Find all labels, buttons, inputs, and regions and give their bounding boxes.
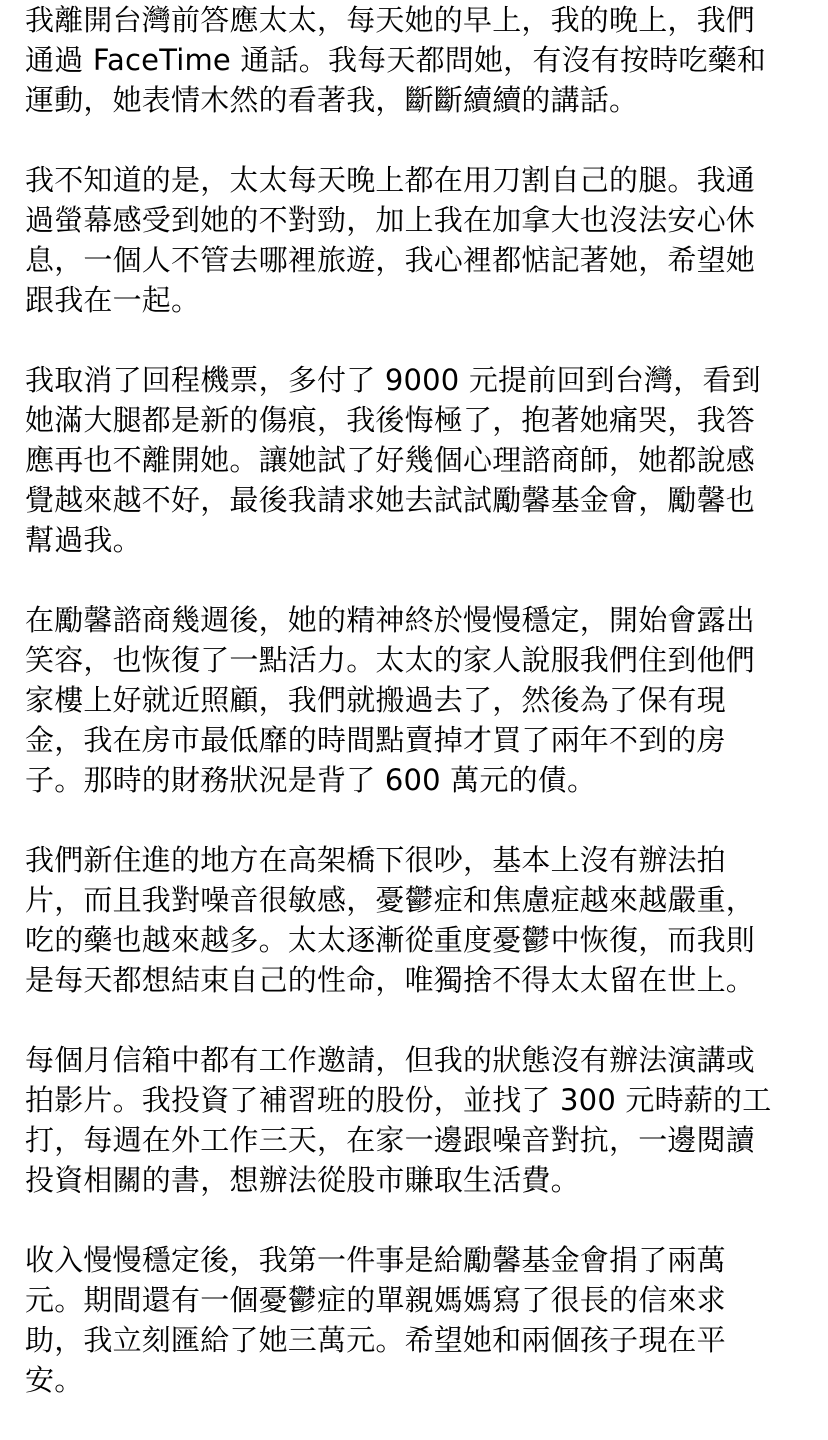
text-line: 收入慢慢穩定後，我第一件事是給勵馨基金會捐了兩萬 (25, 1243, 726, 1277)
text-line: 覺越來越不好，最後我請求她去試試勵馨基金會，勵馨也 (25, 483, 756, 517)
text-line: 吃的藥也越來越多。太太逐漸從重度憂鬱中恢復，而我則 (25, 923, 756, 957)
paragraph-7 (25, 1240, 815, 1400)
paragraph-4 (25, 600, 815, 800)
paragraph-6 (25, 1040, 815, 1200)
text-line: 跟我在一起。 (25, 283, 201, 317)
text-line: 我不知道的是，太太每天晚上都在用刀割自己的腿。我通 (25, 163, 756, 197)
text-line: 打，每週在外工作三天，在家一邊跟噪音對抗，一邊閱讀 (25, 1123, 756, 1157)
text-line: 笑容，也恢復了一點活力。太太的家人說服我們住到他們 (25, 643, 756, 677)
article-body (25, 0, 815, 1440)
paragraph-1 (25, 0, 815, 120)
text-line: 助，我立刻匯給了她三萬元。希望她和兩個孩子現在平 (25, 1323, 726, 1357)
text-line: 是每天都想結束自己的性命，唯獨捨不得太太留在世上。 (25, 963, 756, 997)
text-line: 子。那時的財務狀況是背了 600 萬元的債。 (25, 763, 597, 797)
text-line: 拍影片。我投資了補習班的股份，並找了 300 元時薪的工 (25, 1083, 772, 1117)
text-line: 安。 (25, 1363, 84, 1397)
text-line: 家樓上好就近照顧，我們就搬過去了，然後為了保有現 (25, 683, 726, 717)
text-line: 我們新住進的地方在高架橋下很吵，基本上沒有辦法拍 (25, 843, 726, 877)
text-line: 投資相關的書，想辦法從股市賺取生活費。 (25, 1163, 580, 1197)
text-line: 息，一個人不管去哪裡旅遊，我心裡都惦記著她，希望她 (25, 243, 756, 277)
text-line: 元。期間還有一個憂鬱症的單親媽媽寫了很長的信來求 (25, 1283, 726, 1317)
text-line: 運動，她表情木然的看著我，斷斷續續的講話。 (25, 83, 639, 117)
text-line: 通過 FaceTime 通話。我每天都問她，有沒有按時吃藥和 (25, 43, 766, 77)
text-line: 我取消了回程機票，多付了 9000 元提前回到台灣，看到 (25, 363, 761, 397)
paragraph-2 (25, 160, 815, 320)
paragraph-5 (25, 840, 815, 1000)
text-line: 在勵馨諮商幾週後，她的精神終於慢慢穩定，開始會露出 (25, 603, 756, 637)
paragraph-3 (25, 360, 815, 560)
text-line: 幫過我。 (25, 523, 142, 557)
text-line: 每個月信箱中都有工作邀請，但我的狀態沒有辦法演講或 (25, 1043, 756, 1077)
text-line: 片，而且我對噪音很敏感，憂鬱症和焦慮症越來越嚴重， (25, 883, 756, 917)
text-line: 應再也不離開她。讓她試了好幾個心理諮商師，她都說感 (25, 443, 756, 477)
text-line: 她滿大腿都是新的傷痕，我後悔極了，抱著她痛哭，我答 (25, 403, 756, 437)
text-line: 金，我在房市最低靡的時間點賣掉才買了兩年不到的房 (25, 723, 726, 757)
text-line: 我離開台灣前答應太太，每天她的早上，我的晚上，我們 (25, 3, 756, 37)
text-line: 過螢幕感受到她的不對勁，加上我在加拿大也沒法安心休 (25, 203, 756, 237)
